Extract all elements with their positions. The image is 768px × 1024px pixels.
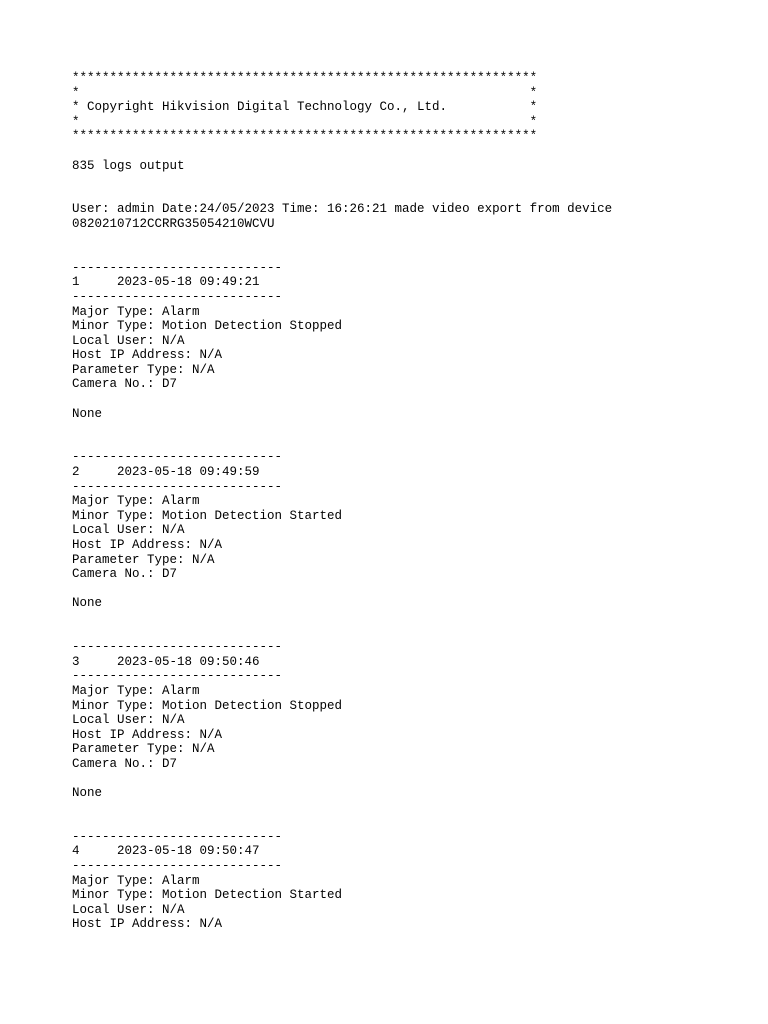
- record-heading: 1 2023-05-18 09:49:21: [72, 275, 260, 290]
- spacer: [72, 815, 752, 830]
- record-separator: ----------------------------: [72, 450, 283, 465]
- spacer: [72, 626, 752, 641]
- spacer: [72, 173, 752, 188]
- spacer: [72, 801, 752, 816]
- record-major-type: Major Type: Alarm: [72, 683, 200, 698]
- record-separator: ----------------------------: [72, 640, 283, 655]
- record-separator: ----------------------------: [72, 669, 283, 684]
- record-host-ip: Host IP Address: N/A: [72, 538, 223, 552]
- spacer: [72, 772, 752, 787]
- record-note: None: [72, 406, 103, 421]
- record-major-type: Major Type: Alarm: [72, 873, 200, 888]
- spacer: [72, 392, 752, 407]
- banner-border-bottom: **************************************************************: [72, 129, 538, 144]
- export-info-line: User: admin Date:24/05/2023 Time: 16:26:21 made video export from device: [72, 202, 613, 217]
- record-local-user: Local User: N/A: [72, 713, 185, 728]
- record-separator: ----------------------------: [72, 859, 283, 874]
- record-minor-type: Minor Type: Motion Detection Started: [72, 888, 343, 903]
- spacer: [72, 144, 752, 159]
- spacer: [72, 436, 752, 451]
- record-minor-type: Minor Type: Motion Detection Started: [72, 508, 343, 523]
- spacer: [72, 246, 752, 261]
- record-separator: ----------------------------: [72, 829, 283, 844]
- record-local-user: Local User: N/A: [72, 523, 185, 538]
- log-count: 835 logs output: [72, 158, 185, 173]
- spacer: [72, 582, 752, 597]
- record-host-ip: Host IP Address: N/A: [72, 727, 223, 742]
- record-major-type: Major Type: Alarm: [72, 304, 200, 319]
- log-record: [72, 450, 752, 611]
- record-local-user: Local User: N/A: [72, 902, 185, 917]
- banner-border-side: * *: [72, 114, 538, 129]
- record-camera-no: Camera No.: D7: [72, 756, 178, 771]
- spacer: [72, 188, 752, 203]
- record-heading: 2 2023-05-18 09:49:59: [72, 465, 260, 480]
- log-record: [72, 640, 752, 801]
- copyright-banner: [72, 71, 752, 144]
- record-host-ip: Host IP Address: N/A: [72, 917, 223, 932]
- record-camera-no: Camera No.: D7: [72, 377, 178, 392]
- banner-border-top: **************************************************************: [72, 71, 538, 85]
- record-parameter-type: Parameter Type: N/A: [72, 362, 215, 377]
- log-document: [72, 71, 752, 932]
- log-record: [72, 261, 752, 422]
- record-major-type: Major Type: Alarm: [72, 494, 200, 509]
- record-separator: ----------------------------: [72, 260, 283, 275]
- spacer: [72, 611, 752, 626]
- spacer: [72, 421, 752, 436]
- record-local-user: Local User: N/A: [72, 333, 185, 348]
- record-heading: 4 2023-05-18 09:50:47: [72, 844, 260, 859]
- export-info: [72, 202, 752, 231]
- record-note: None: [72, 596, 103, 611]
- record-note: None: [72, 786, 103, 801]
- record-parameter-type: Parameter Type: N/A: [72, 552, 215, 567]
- banner-border-side: * *: [72, 85, 538, 100]
- record-parameter-type: Parameter Type: N/A: [72, 742, 215, 757]
- spacer: [72, 232, 752, 247]
- export-device-id: 0820210712CCRRG35054210WCVU: [72, 216, 275, 231]
- record-host-ip: Host IP Address: N/A: [72, 348, 223, 363]
- record-minor-type: Minor Type: Motion Detection Stopped: [72, 698, 343, 713]
- record-camera-no: Camera No.: D7: [72, 567, 178, 582]
- record-heading: 3 2023-05-18 09:50:46: [72, 654, 260, 669]
- copyright-text: * Copyright Hikvision Digital Technology Co., Ltd. *: [72, 100, 538, 115]
- record-separator: ----------------------------: [72, 289, 283, 304]
- log-record: [72, 830, 752, 932]
- record-minor-type: Minor Type: Motion Detection Stopped: [72, 319, 343, 334]
- record-separator: ----------------------------: [72, 479, 283, 494]
